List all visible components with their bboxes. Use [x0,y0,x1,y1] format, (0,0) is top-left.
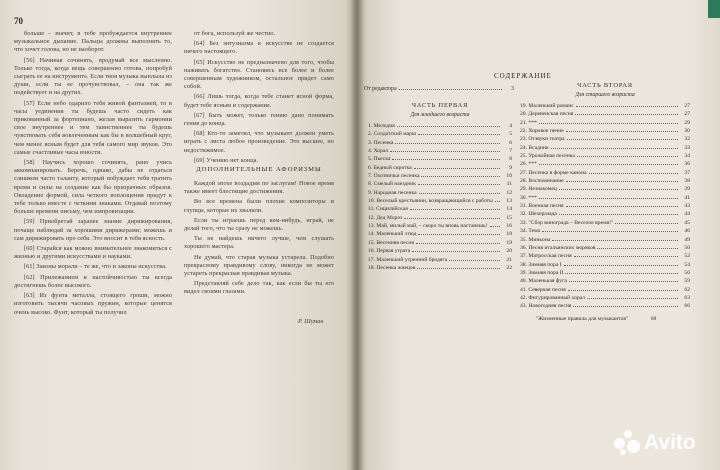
toc-entry-page: 32 [684,136,690,143]
toc-entry-title: 42. Фигурированный хорал [520,294,585,301]
aphorisms-heading: ДОПОЛНИТЕЛЬНЫЕ АФОРИЗМЫ [196,166,322,173]
toc-entry-page: 49 [684,236,690,243]
paragraph: Ты не найдешь ничего лучше, чем слушать хорошего мастера. [184,235,334,251]
toc-entry-page: 30 [684,128,690,135]
toc-entry-title: 26. *** [520,161,537,168]
toc-entry-page: 68 [650,315,657,322]
avito-wordmark: Avito [644,431,696,454]
paragraph: Во все времена были плохие композиторы и глупцы, которые их хвалили. [184,198,334,214]
toc-entry-page: 18 [506,231,512,238]
toc-entry-title: 31. Военная песня [520,203,564,210]
toc-entry [520,128,690,136]
toc-entry-title: 33. "Сбор винограда – Веселое время!" [520,219,614,226]
toc-entry-page: 12 [506,189,512,196]
toc-entry-title: 13. Май, милый май, – скоро ты вновь настанешь! [368,223,488,230]
toc-entry-page: 46 [684,228,690,235]
toc-entry-page: 20 [506,248,512,255]
paragraph: больше – значит, в тебе пробуждается внутреннее музыкальное дыхание. Пальцы должны выполнять то, что хочет голова, но не наоборот. [14,30,172,54]
toc-part-two [520,82,690,324]
toc-entry-title: 37. Матросская песня [520,253,572,260]
toc-entry [520,103,690,111]
toc-entry-title: 3. Песенка [368,139,394,146]
toc-entry [520,203,690,211]
toc-entry-page: 41 [684,194,690,201]
toc-entry [520,161,690,169]
toc-entry-title: 18. Песенка жнецов [368,264,416,271]
toc-entry [520,211,690,219]
toc-editor-row [364,86,514,94]
toc-entry-page: 13 [506,198,512,205]
toc-entry-title: 21. *** [520,119,537,126]
toc-entry [520,262,690,270]
part-two-subheading: Для старшего возраста [575,92,635,98]
toc-entry-title: 23. Отзвуки театра [520,136,565,143]
toc-title: СОДЕРЖАНИЕ [494,72,552,80]
toc-entry-page: 66 [684,303,690,310]
toc-entry [368,131,512,139]
toc-entry [368,248,512,256]
toc-entry-page: 21 [506,256,512,263]
toc-entry [368,231,512,239]
toc-entry-title: 14. Маленький этюд [368,231,417,238]
toc-entry-page: 37 [684,169,690,176]
toc-entry-page: 9 [509,164,512,171]
paragraph: Не думай, что старая музыка устарела. Подобно прекрасному правдивому слову, никогда не может устареть прекрасная правдивая музыка. [184,253,334,278]
paragraph: [64] Без энтузиазма в искусстве не создается ничего настоящего. [184,40,334,56]
signature: Р. Шуман [298,318,324,325]
paragraph: от бога, используй же честно. [194,30,276,37]
paragraph: [58] Научись хорошо сочинять, рано учись аккомпанировать. Беречь, однако, дабы не отдаться слишком часто таланту, который побуждает тебя тратить время и силы на создание как бы призрачных образов. Овладение формой, сила четкого воплощения придут к тебе только вместе с четкими знаками. Отдавай поэтому больше времени письму, чем импровизации. [14,159,172,216]
toc-entry-page: 16 [506,223,512,230]
toc-entry-title: 38. Зимняя пора I [520,261,562,268]
toc-entry-title: 15. Весенняя песня [368,239,414,246]
toc-entry-page: 54 [684,261,690,268]
toc-entry [368,215,512,223]
toc-entry [520,195,690,203]
toc-entry-title: 19. Маленький романс [520,103,574,109]
toc-entry-title: 9. Народная песенка [368,189,417,196]
toc-part-one [368,102,512,273]
paragraph: [68] Кто-то заметил, что музыкант должен уметь играть с листа любое произведение. Это высшее, но недостижимое. [184,130,334,154]
toc-entry-title: 5. Пьеска [368,156,391,163]
toc-entry-title: 32. Шехеразада [520,211,557,218]
toc-entry-page: 50 [684,244,690,251]
toc-entry-page: 14 [506,206,512,213]
paragraph: [61] Законы морали – те же, что и законы искусства. [24,263,167,271]
toc-entry [520,245,690,253]
avito-logo-icon [614,430,640,456]
toc-entry-title: 12. Дед Мороз [368,214,403,221]
toc-entry-title: 28. Воспоминание [520,178,564,185]
avito-watermark [614,430,696,456]
left-page [0,0,356,470]
toc-entry-title: 25. Урожайная песенка [520,153,575,160]
toc-entry [520,145,690,153]
toc-entry-title: 22. Хоровое пение [520,128,564,135]
toc-entry [520,278,690,286]
toc-entry [520,220,690,228]
toc-entry-page: 45 [684,219,690,226]
paragraph: Каждой эпохе воздадим по заслугам! Новое время также имеет блестящие достижения. [184,180,334,196]
toc-entry-page: 11 [506,181,512,188]
toc-entry [520,111,690,119]
paragraph: Представляй себе дело так, как если бы ты его видел своими глазами. [184,280,334,296]
toc-entry-page: 59 [684,278,690,285]
right-column-text [184,30,334,167]
green-bookmark-edge [708,0,720,18]
paragraph: [57] Если небо одарило тебя живой фантазией, то в часы уединения ты будешь часто сидеть как прикованный за фортепиано, желая выразить гармонии свое внутреннее и тем таинственнее ты будешь чувствовать себя вовлеченным как бы в волшебный круг, чем менее ясным будет для тебя самого мир звуков. Это самые счастливые часы юности. [14,99,172,156]
toc-entry-title: 39. Зимняя пора II [520,269,564,276]
toc-entry [520,295,690,303]
toc-entry [520,228,690,236]
paragraph: [59] Приобретай заранее знание дирижирования, почаще наблюдай за хорошими дирижерами; можешь и сам дирижировать про себя. Это вносит в тебя ясность. [14,218,172,242]
toc-entry-page: 10 [506,173,512,180]
toc-entry-title: 34. Тема [520,228,541,235]
paragraph: [62] Прилежанием и настойчивостью ты всегда достигнешь более высокого. [14,273,172,289]
toc-entry-page: 22 [506,264,512,271]
toc-entry [520,316,690,324]
toc-entry-title: 1. Мелодия [368,123,395,129]
toc-entry-title: 36. Песня итальянских моряков [520,244,596,251]
part-one-subheading: Для младшего возраста [410,112,470,118]
toc-entry-page: 29 [684,119,690,126]
toc-entry-title: 4. Хорал [368,148,389,155]
toc-entry [368,257,512,265]
toc-entry-title: 16. Первая утрата [368,248,411,255]
paragraph: [63] Из фунта металла, стоящего гроши, можно изготовить тысячи часовых пружин, которые ценятся очень высоко. Фунт, который ты получил [14,292,172,316]
toc-entry-title: 27. Песенка в форме канона [520,169,587,176]
toc-entry-title: 24. Всадник [520,144,549,151]
toc-entry-page: 52 [684,253,690,260]
toc-entry-page: 27 [684,103,690,109]
toc-entry-page: 4 [509,123,512,129]
toc-entry-title: 6. Бедный сиротка [368,164,412,171]
toc-entry-title: 10. Веселый крестьянин, возвращающийся с работы [368,198,493,205]
toc-entry-title: 17. Маленький утренний бродяга [368,256,448,263]
toc-entry [520,120,690,128]
paragraph: [67] Быть может, только гению дано понимать гения до конца. [184,111,334,128]
toc-entry-title: 40. Маленькая фуга [520,278,567,285]
toc-entry-page: 43 [684,203,690,210]
toc-entry-page: 39 [684,186,690,193]
toc-entry-page: 7 [509,148,512,155]
book-gutter [350,0,364,470]
page-number: 70 [14,16,23,26]
toc-entry-title: 43. Новогодняя песня [520,303,572,310]
toc-entry [520,303,690,311]
toc-entry [368,148,512,156]
toc-entry-title: 8. Смелый наездник [368,181,416,188]
toc-entry-title: 41. Северная песня [520,286,566,293]
toc-entry-page: 63 [684,294,690,301]
toc-entry-page: 15 [506,214,512,221]
toc-entry-title: 35. Миньона [520,236,551,243]
toc-entry-page: 5 [509,131,512,138]
toc-entry [520,270,690,278]
paragraph: Если ты играешь перед кем-нибудь, играй, не делай того, что ты сразу не можешь. [184,216,334,233]
toc-editor-label: От редактора [364,86,397,92]
toc-entry-page: 34 [684,153,690,160]
paragraph: [66] Лишь тогда, когда тебе станет ясной форма, будет тебе ясным и содержание. [184,93,334,109]
toc-entry [368,156,512,164]
toc-entry [368,140,512,148]
toc-entry-title: 11. Сицилийская [368,206,408,213]
toc-entry-page: 36 [684,161,690,168]
toc-entry-page: 27 [684,111,690,118]
toc-entry-title: 7. Охотничья песенка [368,173,420,180]
part-one-heading: ЧАСТЬ ПЕРВАЯ [411,102,469,109]
paragraph: [69] Учению нет конца. [194,156,259,164]
toc-entry [368,240,512,248]
toc-entry-title: 29. Незнакомец [520,186,557,193]
toc-entry-page: 38 [684,178,690,185]
toc-editor-page: 3 [511,86,514,92]
toc-entry-title: 30. *** [520,194,537,201]
toc-entry-page: 56 [684,269,690,276]
toc-entry-page: 62 [684,286,690,293]
toc-entry [368,190,512,198]
paragraph: [65] Искусство не предназначено для того, чтобы наживать богатство. Становись все более и более совершенным художником, остальное придет само собой. [184,58,334,91]
paragraph: [60] Старайся как можно внимательнее знакомиться с жизнью и другими искусствами и науками. [14,245,172,261]
toc-entry-title: 20. Деревенская песня [520,111,574,118]
toc-entry [520,253,690,261]
toc-entry-title: "Жизненные правила для музыкантов" [536,315,629,322]
toc-entry [520,153,690,161]
toc-entry-page: 6 [509,139,512,146]
toc-entry-page: 33 [684,144,690,151]
toc-entry-page: 44 [684,211,690,218]
toc-entry [520,178,690,186]
toc-entry [368,265,512,273]
toc-entry [520,170,690,178]
aphorisms-text [184,180,334,299]
toc-entry [368,206,512,214]
toc-entry [520,237,690,245]
part-two-heading: ЧАСТЬ ВТОРАЯ [577,82,633,89]
toc-entry [368,165,512,173]
paragraph: [56] Начиная сочинять, продумай все мысленно. Только тогда, когда вещь совершенно готова, попробуй сыграть ее на инструменте. Если твоя музыка выплыла из души, если ты ее прочувствовал, – она так же подействует и на других. [14,56,172,97]
toc-entry-page: 19 [506,239,512,246]
toc-entry-page: 8 [509,156,512,163]
toc-entry [520,287,690,295]
toc-entry [520,186,690,194]
toc-entry [520,136,690,144]
toc-entry-title: 2. Солдатский марш [368,131,417,138]
left-column-text [14,30,172,319]
toc-entry [368,181,512,189]
